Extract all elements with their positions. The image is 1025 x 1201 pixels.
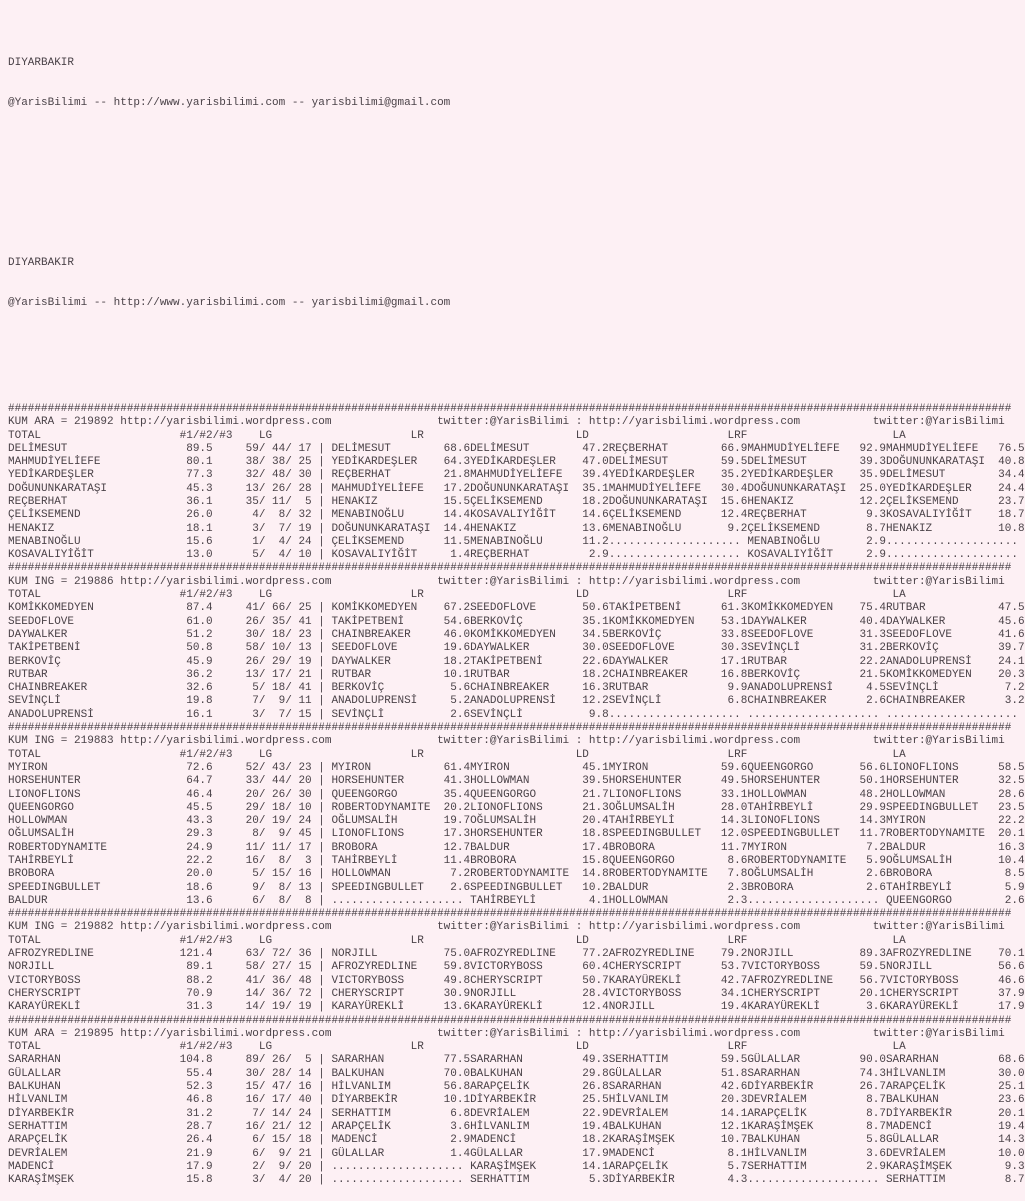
stat-row: HİLVANLIM 46.8 16/ 17/ 40 | DİYARBEKİR 10.1DİYARBEKİR 25.5HİLVANLIM 20.3DEVRİALEM 8.7BALKUHAN 23.6: [8, 1094, 1025, 1107]
stat-row: CHAINBREAKER 32.6 5/ 18/ 41 | BERKOVİÇ 5.6CHAINBREAKER 16.3RUTBAR 9.9ANADOLUPRENSİ 4.5SEVİNÇLİ 7.2: [8, 682, 1025, 695]
block-title: KUM ING = 219886 http://yarisbilimi.wordpress.com twitter:@YarisBilimi : http://yarisbilimi.wordpress.com twitter:@YarisBilimi: [8, 575, 1005, 588]
masthead-primary: [8, 31, 1024, 137]
stat-row: HOLLOWMAN 43.3 20/ 19/ 24 | OĞLUMSALİH 19.7OĞLUMSALİH 20.4TAHİRBEYLİ 14.3LIONOFLIONS 14.3MYIRON 22.2: [8, 815, 1025, 828]
stat-block: [8, 403, 1024, 563]
block-separator: ########################################################################################################################################################: [8, 722, 1012, 735]
stat-row: RUTBAR 36.2 13/ 17/ 21 | RUTBAR 10.1RUTBAR 18.2CHAINBREAKER 16.8BERKOVİÇ 21.5KOMİKKOMEDYEN 20.3: [8, 668, 1025, 681]
stat-row: REÇBERHAT 36.1 35/ 11/ 5 | HENAKIZ 15.5ÇELİKSEMEND 18.2DOĞUNUNKARATAŞI 15.6HENAKIZ 12.2ÇELİKSEMEND 23.7: [8, 495, 1025, 508]
stat-row: ARAPÇELİK 26.4 6/ 15/ 18 | MADENCİ 2.9MADENCİ 18.2KARAŞİMŞEK 10.7BALKUHAN 5.8GÜLALLAR 14.3: [8, 1134, 1025, 1147]
stat-block: [8, 908, 1024, 1014]
column-header: TOTAL #1/#2/#3 LG LR LD LRF LA: [8, 1041, 906, 1054]
stat-row: GÜLALLAR 55.4 30/ 28/ 14 | BALKUHAN 70.0BALKUHAN 29.8GÜLALLAR 51.8SARARHAN 74.3HİLVANLIM 30.0: [8, 1067, 1025, 1080]
stat-row: YEDİKARDEŞLER 77.3 32/ 48/ 30 | REÇBERHAT 21.8MAHMUDİYELİEFE 39.4YEDİKARDEŞLER 35.2YEDİKARDEŞLER 35.9DELİMESUT 34.4: [8, 469, 1025, 482]
stat-row: NORJILL 89.1 58/ 27/ 15 | AFROZYREDLINE 59.8VICTORYBOSS 60.4CHERYSCRIPT 53.7VICTORYBOSS 59.5NORJILL 56.6: [8, 961, 1025, 974]
stat-row: MAHMUDİYELİEFE 80.1 38/ 38/ 25 | YEDİKARDEŞLER 64.3YEDİKARDEŞLER 47.0DELİMESUT 59.5DELİMESUT 39.3DOĞUNUNKARATAŞI 40.8: [8, 456, 1025, 469]
stat-row: KARAŞİMŞEK 15.8 3/ 4/ 20 | .................... SERHATTIM 5.3DİYARBEKİR 4.3.................... SERHATTIM 8.7: [8, 1174, 1025, 1187]
column-header: TOTAL #1/#2/#3 LG LR LD LRF LA: [8, 748, 906, 761]
block-separator: ########################################################################################################################################################: [8, 562, 1012, 575]
column-header: TOTAL #1/#2/#3 LG LR LD LRF LA: [8, 934, 906, 947]
stat-row: SEEDOFLOVE 61.0 26/ 35/ 41 | TAKİPETBENİ 54.6BERKOVİÇ 35.1KOMİKKOMEDYEN 53.1DAYWALKER 40.4DAYWALKER 45.6: [8, 615, 1025, 628]
masthead-byline: @YarisBilimi -- http://www.yarisbilimi.com -- yarisbilimi@gmail.com: [8, 296, 451, 309]
stat-row: BERKOVİÇ 45.9 26/ 29/ 19 | DAYWALKER 18.2TAKİPETBENİ 22.6DAYWALKER 17.1RUTBAR 22.2ANADOLUPRENSİ 24.1: [8, 655, 1025, 668]
masthead-secondary: [8, 230, 1024, 336]
stat-row: ROBERTODYNAMITE 24.9 11/ 11/ 17 | BROBORA 12.7BALDUR 17.4BROBORA 11.7MYIRON 7.2BALDUR 16.3: [8, 841, 1025, 854]
block-title: KUM ING = 219882 http://yarisbilimi.wordpress.com twitter:@YarisBilimi : http://yarisbilimi.wordpress.com twitter:@YarisBilimi: [8, 921, 1005, 934]
block-separator: ########################################################################################################################################################: [8, 1014, 1012, 1027]
stat-row: SARARHAN 104.8 89/ 26/ 5 | SARARHAN 77.5SARARHAN 49.3SERHATTIM 59.5GÜLALLAR 90.0SARARHAN 68.6: [8, 1054, 1025, 1067]
stat-row: SERHATTIM 28.7 16/ 21/ 12 | ARAPÇELİK 3.6HİLVANLIM 19.4BALKUHAN 12.1KARAŞİMŞEK 8.7MADENCİ 19.4: [8, 1120, 1025, 1133]
stat-row: ÇELİKSEMEND 26.0 4/ 8/ 32 | MENABINOĞLU 14.4KOSAVALIYİĞİT 14.6ÇELİKSEMEND 12.4REÇBERHAT 9.3KOSAVALIYİĞİT 18.7: [8, 509, 1025, 522]
blank-gap: [8, 363, 1024, 376]
stat-row: SPEEDINGBULLET 18.6 9/ 8/ 13 | SPEEDINGBULLET 2.6SPEEDINGBULLET 10.2BALDUR 2.3BROBORA 2.6TAHİRBEYLİ 5.9: [8, 881, 1025, 894]
block-separator: ########################################################################################################################################################: [8, 402, 1012, 415]
stat-row: ANADOLUPRENSİ 16.1 3/ 7/ 15 | SEVİNÇLİ 2.6SEVİNÇLİ 9.8.................... .................... ....................: [8, 708, 1025, 721]
stat-row: DOĞUNUNKARATAŞI 45.3 13/ 26/ 28 | MAHMUDİYELİEFE 17.2DOĞUNUNKARATAŞI 35.1MAHMUDİYELİEFE 30.4DOĞUNUNKARATAŞI 25.0YEDİKARDEŞLER 24.4: [8, 482, 1025, 495]
stat-row: CHERYSCRIPT 70.9 14/ 36/ 72 | CHERYSCRIPT 30.9NORJILL 28.4VICTORYBOSS 34.1CHERYSCRIPT 20.1CHERYSCRIPT 37.9: [8, 987, 1025, 1000]
stat-row: HENAKIZ 18.1 3/ 7/ 19 | DOĞUNUNKARATAŞI 14.4HENAKIZ 13.6MENABINOĞLU 9.2ÇELİKSEMEND 8.7HENAKIZ 10.8: [8, 522, 1025, 535]
block-separator: ########################################################################################################################################################: [8, 908, 1012, 921]
stat-row: OĞLUMSALİH 29.3 8/ 9/ 45 | LIONOFLIONS 17.3HORSEHUNTER 18.8SPEEDINGBULLET 12.0SPEEDINGBULLET 11.7ROBERTODYNAMITE 20.1: [8, 828, 1025, 841]
stat-row: DİYARBEKİR 31.2 7/ 14/ 24 | SERHATTIM 6.8DEVRİALEM 22.9DEVRİALEM 14.1ARAPÇELİK 8.7DİYARBEKİR 20.1: [8, 1107, 1025, 1120]
location-title: DIYARBAKIR: [8, 57, 75, 70]
blank-gap: [8, 164, 1024, 204]
stat-row: KOSAVALIYİĞİT 13.0 5/ 4/ 10 | KOSAVALIYİĞİT 1.4REÇBERHAT 2.9.................... KOSAVALIYİĞİT 2.9....................: [8, 549, 1025, 562]
stat-row: MYIRON 72.6 52/ 43/ 23 | MYIRON 61.4MYIRON 45.1MYIRON 59.6QUEENGORGO 56.6LIONOFLIONS 58.5: [8, 761, 1025, 774]
stat-row: MADENCİ 17.9 2/ 9/ 20 | .................... KARAŞİMŞEK 14.1ARAPÇELİK 5.7SERHATTIM 2.9KARAŞİMŞEK 9.3: [8, 1160, 1025, 1173]
stat-row: DELİMESUT 89.5 59/ 44/ 17 | DELİMESUT 68.6DELİMESUT 47.2REÇBERHAT 66.9MAHMUDİYELİEFE 92.9MAHMUDİYELİEFE 76.5: [8, 442, 1025, 455]
block-title: KUM ARA = 219895 http://yarisbilimi.wordpress.com twitter:@YarisBilimi : http://yarisbilimi.wordpress.com twitter:@YarisBilimi: [8, 1027, 1005, 1040]
stat-row: DEVRİALEM 21.9 6/ 9/ 21 | GÜLALLAR 1.4GÜLALLAR 17.9MADENCİ 8.1HİLVANLIM 3.6DEVRİALEM 10.0: [8, 1147, 1025, 1160]
stat-block: [8, 722, 1024, 908]
stat-row: BALDUR 13.6 6/ 8/ 8 | .................... TAHİRBEYLİ 4.1HOLLOWMAN 2.3.................... QUEENGORGO 2.6: [8, 894, 1025, 907]
stat-block: [8, 1015, 1024, 1188]
stat-row: SEVİNÇLİ 19.8 7/ 9/ 11 | ANADOLUPRENSİ 5.2ANADOLUPRENSİ 12.2SEVİNÇLİ 6.8CHAINBREAKER 2.6CHAINBREAKER 3.2: [8, 695, 1025, 708]
stat-row: LIONOFLIONS 46.4 20/ 26/ 30 | QUEENGORGO 35.4QUEENGORGO 21.7LIONOFLIONS 33.1HOLLOWMAN 48.2HOLLOWMAN 28.6: [8, 788, 1025, 801]
stat-row: TAKİPETBENİ 50.8 58/ 10/ 13 | SEEDOFLOVE 19.6DAYWALKER 30.0SEEDOFLOVE 30.3SEVİNÇLİ 31.2BERKOVİÇ 39.7: [8, 642, 1025, 655]
block-title: KUM ARA = 219892 http://yarisbilimi.wordpress.com twitter:@YarisBilimi : http://yarisbilimi.wordpress.com twitter:@YarisBilimi: [8, 416, 1005, 429]
column-header: TOTAL #1/#2/#3 LG LR LD LRF LA: [8, 429, 906, 442]
stat-row: KARAYÜREKLİ 31.3 14/ 19/ 19 | KARAYÜREKLİ 13.6KARAYÜREKLİ 12.4NORJILL 19.4KARAYÜREKLİ 3.6KARAYÜREKLİ 17.9: [8, 1001, 1025, 1014]
stat-row: HORSEHUNTER 64.7 33/ 44/ 20 | HORSEHUNTER 41.3HOLLOWMAN 39.5HORSEHUNTER 49.5HORSEHUNTER 50.1HORSEHUNTER 32.5: [8, 775, 1025, 788]
stat-block: [8, 562, 1024, 722]
stat-row: BROBORA 20.0 5/ 15/ 16 | HOLLOWMAN 7.2ROBERTODYNAMITE 14.8ROBERTODYNAMITE 7.8OĞLUMSALİH 2.6BROBORA 8.5: [8, 868, 1025, 881]
stat-row: MENABINOĞLU 15.6 1/ 4/ 24 | ÇELİKSEMEND 11.5MENABINOĞLU 11.2.................... MENABINOĞLU 2.9....................: [8, 535, 1025, 548]
location-title: DIYARBAKIR: [8, 256, 75, 269]
stat-row: BALKUHAN 52.3 15/ 47/ 16 | HİLVANLIM 56.8ARAPÇELİK 26.8SARARHAN 42.6DİYARBEKİR 26.7ARAPÇELİK 25.1: [8, 1081, 1025, 1094]
stat-row: DAYWALKER 51.2 30/ 18/ 23 | CHAINBREAKER 46.0KOMİKKOMEDYEN 34.5BERKOVİÇ 33.8SEEDOFLOVE 31.3SEEDOFLOVE 41.6: [8, 628, 1025, 641]
stat-blocks: [8, 403, 1024, 1188]
stat-row: VICTORYBOSS 88.2 41/ 36/ 48 | VICTORYBOSS 49.8CHERYSCRIPT 50.7KARAYÜREKLİ 42.7AFROZYREDLINE 56.7VICTORYBOSS 46.6: [8, 974, 1025, 987]
stat-row: QUEENGORGO 45.5 29/ 18/ 10 | ROBERTODYNAMITE 20.2LIONOFLIONS 21.3OĞLUMSALİH 28.0TAHİRBEYLİ 29.9SPEEDINGBULLET 23.5: [8, 801, 1025, 814]
stat-row: TAHİRBEYLİ 22.2 16/ 8/ 3 | TAHİRBEYLİ 11.4BROBORA 15.8QUEENGORGO 8.6ROBERTODYNAMITE 5.9OĞLUMSALİH 10.4: [8, 855, 1025, 867]
column-header: TOTAL #1/#2/#3 LG LR LD LRF LA: [8, 589, 906, 602]
masthead-byline: @YarisBilimi -- http://www.yarisbilimi.com -- yarisbilimi@gmail.com: [8, 97, 451, 110]
stat-row: AFROZYREDLINE 121.4 63/ 72/ 36 | NORJILL 75.0AFROZYREDLINE 77.2AFROZYREDLINE 79.2NORJILL 89.3AFROZYREDLINE 70.1: [8, 948, 1025, 961]
block-title: KUM ING = 219883 http://yarisbilimi.wordpress.com twitter:@YarisBilimi : http://yarisbilimi.wordpress.com twitter:@YarisBilimi: [8, 735, 1005, 748]
stat-row: KOMİKKOMEDYEN 87.4 41/ 66/ 25 | KOMİKKOMEDYEN 67.2SEEDOFLOVE 50.6TAKİPETBENİ 61.3KOMİKKOMEDYEN 75.4RUTBAR 47.5: [8, 602, 1025, 615]
